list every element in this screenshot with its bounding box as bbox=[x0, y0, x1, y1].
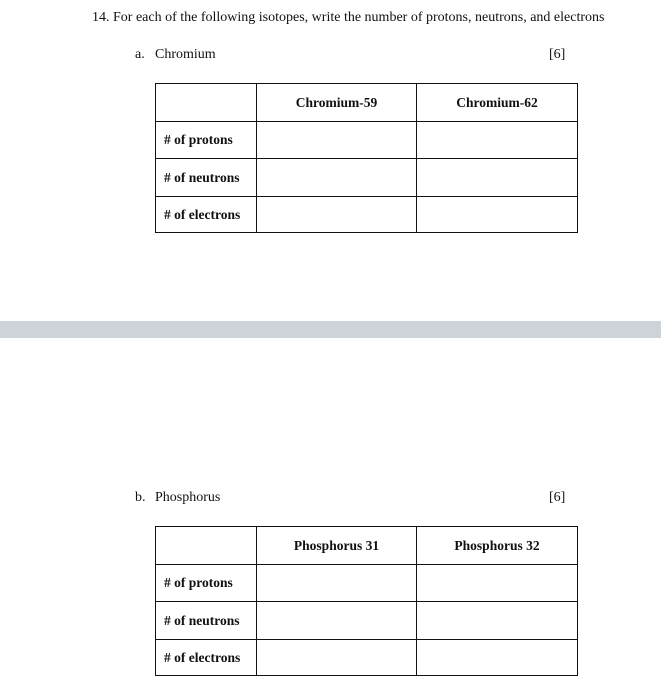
answer-cell[interactable] bbox=[257, 640, 417, 676]
part-b-element: Phosphorus bbox=[155, 490, 221, 505]
row-header: # of electrons bbox=[156, 197, 257, 233]
answer-cell[interactable] bbox=[417, 197, 578, 233]
table-corner-cell bbox=[156, 84, 257, 122]
phosphorus-table bbox=[155, 526, 578, 676]
answer-cell[interactable] bbox=[417, 159, 578, 197]
row-header: # of neutrons bbox=[156, 602, 257, 640]
row-header: # of protons bbox=[156, 122, 257, 159]
part-a-letter: a. bbox=[135, 47, 145, 62]
answer-cell[interactable] bbox=[417, 640, 578, 676]
answer-cell[interactable] bbox=[257, 159, 417, 197]
part-a-label bbox=[135, 47, 216, 63]
part-b-label bbox=[135, 490, 220, 506]
column-header: Phosphorus 31 bbox=[257, 527, 417, 565]
question-text: 14. For each of the following isotopes, write the number of protons, neutrons, and electrons bbox=[92, 10, 605, 25]
answer-cell[interactable] bbox=[257, 602, 417, 640]
page-divider bbox=[0, 321, 661, 338]
column-header: Phosphorus 32 bbox=[417, 527, 578, 565]
chromium-table bbox=[155, 83, 578, 233]
table-corner-cell bbox=[156, 527, 257, 565]
part-a-element: Chromium bbox=[155, 47, 216, 62]
answer-cell[interactable] bbox=[417, 122, 578, 159]
column-header: Chromium-62 bbox=[417, 84, 578, 122]
answer-cell[interactable] bbox=[257, 122, 417, 159]
part-a-marks: [6] bbox=[549, 47, 566, 62]
answer-cell[interactable] bbox=[257, 197, 417, 233]
row-header: # of protons bbox=[156, 565, 257, 602]
answer-cell[interactable] bbox=[417, 602, 578, 640]
column-header: Chromium-59 bbox=[257, 84, 417, 122]
answer-cell[interactable] bbox=[257, 565, 417, 602]
row-header: # of electrons bbox=[156, 640, 257, 676]
part-b-marks: [6] bbox=[549, 490, 566, 505]
answer-cell[interactable] bbox=[417, 565, 578, 602]
part-b-letter: b. bbox=[135, 490, 146, 505]
row-header: # of neutrons bbox=[156, 159, 257, 197]
